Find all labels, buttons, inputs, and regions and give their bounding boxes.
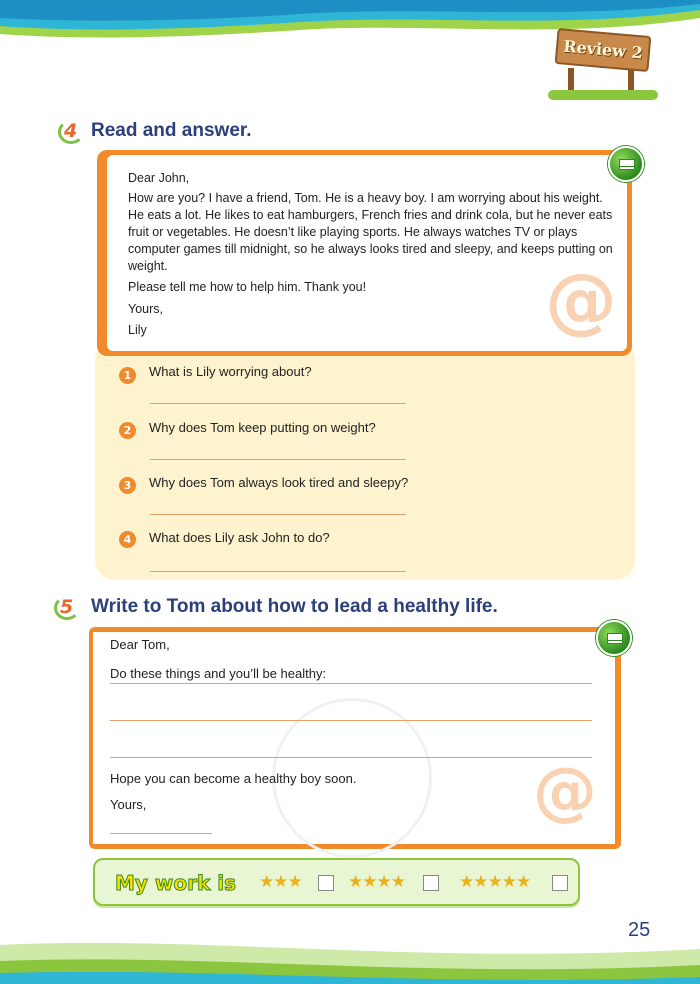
section-5-number: 5: [60, 596, 74, 618]
review-board: [555, 28, 652, 72]
tom-letter-greeting: Dear Tom,: [110, 637, 170, 652]
section-4-number: 4: [64, 120, 78, 142]
star-icon: ★★★★★: [459, 872, 531, 892]
footer-wave: [0, 905, 700, 984]
rating-3-checkbox[interactable]: [318, 875, 334, 891]
tom-letter-closing: Yours,: [110, 797, 147, 812]
my-work-label: My work is: [115, 871, 237, 895]
answer-3-line[interactable]: [150, 514, 406, 515]
answer-4-line[interactable]: [150, 571, 406, 572]
signature-line[interactable]: [110, 833, 212, 834]
letter-closing: Yours,: [128, 302, 163, 316]
at-sign-icon: @: [545, 258, 617, 342]
question-1-text: What is Lily worrying about?: [149, 364, 312, 379]
self-assessment-bar: [93, 858, 580, 906]
envelope-icon: [596, 620, 632, 656]
rating-4-checkbox[interactable]: [423, 875, 439, 891]
tom-letter-prompt: Do these things and you’ll be healthy:: [110, 666, 327, 681]
answer-2-line[interactable]: [150, 459, 406, 460]
section-4-badge: [58, 118, 88, 146]
question-2-number: 2: [119, 422, 136, 439]
grass-strip: [548, 90, 658, 100]
section-4-title: Read and answer.: [91, 120, 252, 141]
page-number: 25: [628, 919, 651, 941]
tom-letter-wish: Hope you can become a healthy boy soon.: [110, 771, 357, 786]
answer-1-line[interactable]: [150, 403, 406, 404]
letter-greeting: Dear John,: [128, 171, 190, 185]
letter-request: Please tell me how to help him. Thank you!: [128, 280, 367, 294]
writing-line-3[interactable]: [110, 757, 592, 758]
section-5-title: Write to Tom about how to lead a healthy life.: [91, 596, 498, 617]
question-3-number: 3: [119, 477, 136, 494]
star-icon: ★★★★: [348, 872, 405, 892]
at-sign-icon: @: [533, 755, 597, 829]
question-2-text: Why does Tom keep putting on weight?: [149, 420, 376, 435]
question-4-text: What does Lily ask John to do?: [149, 530, 330, 545]
writing-line-2[interactable]: [110, 720, 592, 721]
question-3-text: Why does Tom always look tired and sleepy?: [149, 475, 409, 490]
review-signpost: [548, 28, 658, 100]
question-1-number: 1: [119, 367, 136, 384]
envelope-icon: [608, 146, 644, 182]
section-5-badge: [54, 594, 84, 622]
question-4-number: 4: [119, 531, 136, 548]
rating-5-checkbox[interactable]: [552, 875, 568, 891]
letter-signature: Lily: [128, 323, 147, 337]
letter-body: How are you? I have a friend, Tom. He is a heavy boy. I am worrying about his weight. He eats a lot. He likes to eat hamburgers, French fries and drink cola, but he never eats fruit or vegetables. He doesn’t like playing sports. He always watches TV or plays computer games till midnight, so he always looks tired and sleepy, and keeps putting on weight.: [128, 191, 613, 273]
star-icon: ★★★: [259, 872, 302, 892]
writing-line-1[interactable]: [110, 683, 592, 684]
review-label: Review 2: [562, 36, 644, 63]
